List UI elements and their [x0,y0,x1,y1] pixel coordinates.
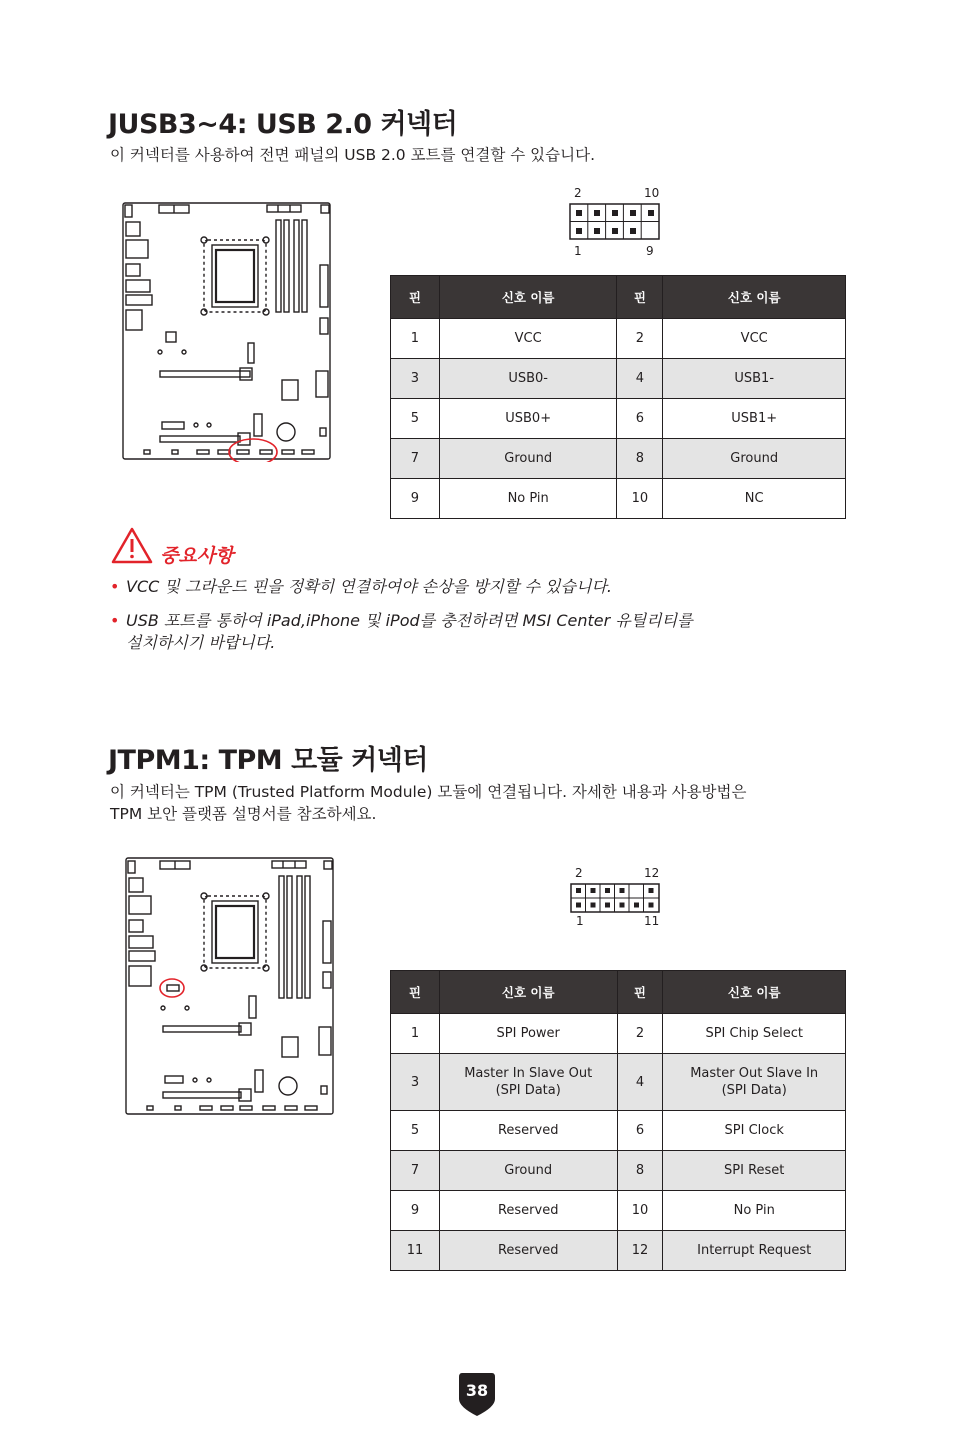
pin-cell: 3 [391,359,440,399]
pin-cell: 7 [391,439,440,479]
pin-cell: 7 [391,1151,440,1191]
header-signal: 신호 이름 [439,276,617,319]
pin-table-jtpm [390,970,846,1271]
pin-label-top-right: 10 [644,186,660,200]
signal-cell: Ground [663,439,846,479]
list-item [110,610,693,632]
pin-cell: 10 [617,1191,663,1231]
important-item: VCC 및 그라운드 핀을 정확히 연결하여야 손상을 방지할 수 있습니다. [126,577,613,596]
pin-cell: 3 [391,1054,440,1111]
pin-cell: 1 [391,1014,440,1054]
bullet-icon: • [110,577,120,596]
table-row [391,1014,846,1054]
signal-cell: No Pin [663,1191,846,1231]
signal-cell: USB0+ [439,399,617,439]
table-row [391,399,846,439]
pin-cell: 11 [391,1231,440,1271]
table-row [391,1231,846,1271]
signal-cell: SPI Power [439,1014,617,1054]
section-title-jusb: JUSB3~4: USB 2.0 커넥터 [108,109,458,140]
table-row [391,1111,846,1151]
section-description-jusb: 이 커넥터를 사용하여 전면 패널의 USB 2.0 포트를 연결할 수 있습니다. [110,146,595,164]
pin-label-top-left: 2 [574,186,582,200]
pin-cell: 1 [391,319,440,359]
pin-cell: 9 [391,479,440,519]
important-item: 설치하시기 바랍니다. [126,633,276,652]
pin-header-jusb [569,203,661,241]
important-title: 중요사항 [160,545,234,567]
important-item: USB 포트를 통하여 iPad,iPhone 및 iPod를 충전하려면 MSI Center 유틸리티를 [126,611,693,630]
pin-label-top-left: 2 [575,866,583,880]
page-number: 38 [465,1381,489,1400]
pin-label-top-right: 12 [644,866,660,880]
pin-label-bottom-right: 11 [644,914,660,928]
signal-cell [663,1054,846,1111]
signal-cell: USB1+ [663,399,846,439]
signal-cell: Reserved [439,1111,617,1151]
pin-cell: 6 [617,1111,663,1151]
table-row [391,319,846,359]
table-row [391,479,846,519]
section-title-jtpm: JTPM1: TPM 모듈 커넥터 [108,745,428,776]
signal-subline: (SPI Data) [495,1083,561,1098]
table-row [391,1151,846,1191]
signal-line: Master Out Slave In [690,1066,819,1081]
pin-cell: 8 [617,1151,663,1191]
signal-cell: Interrupt Request [663,1231,846,1271]
signal-cell: SPI Clock [663,1111,846,1151]
list-item [110,576,612,598]
header-pin: 핀 [617,276,663,319]
signal-cell: SPI Chip Select [663,1014,846,1054]
pin-cell: 4 [617,359,663,399]
motherboard-diagram-jtpm [125,856,337,1118]
motherboard-diagram-jusb [122,200,334,462]
table-row [391,1191,846,1231]
bullet-icon: • [110,611,120,630]
pin-header-jtpm [570,883,661,913]
pin-cell: 9 [391,1191,440,1231]
signal-cell [439,1054,617,1111]
signal-cell: USB1- [663,359,846,399]
signal-line: Master In Slave Out [464,1066,593,1081]
pin-label-bottom-left: 1 [576,914,584,928]
pin-cell: 10 [617,479,663,519]
header-pin: 핀 [617,971,663,1014]
pin-cell: 8 [617,439,663,479]
pin-cell: 12 [617,1231,663,1271]
signal-cell: Ground [439,439,617,479]
pin-cell: 6 [617,399,663,439]
signal-cell: NC [663,479,846,519]
table-row [391,439,846,479]
list-item-continuation [126,632,275,654]
signal-cell: USB0- [439,359,617,399]
pin-cell: 5 [391,1111,440,1151]
signal-cell: No Pin [439,479,617,519]
pin-table-jusb [390,275,846,519]
pin-cell: 2 [617,319,663,359]
header-signal: 신호 이름 [663,971,846,1014]
pin-cell: 4 [617,1054,663,1111]
highlight-jtpm-location [160,979,184,997]
pin-label-bottom-left: 1 [574,244,582,258]
signal-cell: Reserved [439,1191,617,1231]
signal-cell: VCC [663,319,846,359]
section-description-jtpm-line2: TPM 보안 플랫폼 설명서를 참조하세요. [110,805,377,823]
section-description-jtpm-line1: 이 커넥터는 TPM (Trusted Platform Module) 모듈에 연결됩니다. 자세한 내용과 사용방법은 [110,783,747,801]
pin-cell: 2 [617,1014,663,1054]
header-pin: 핀 [391,276,440,319]
signal-subline: (SPI Data) [721,1083,787,1098]
header-pin: 핀 [391,971,440,1014]
pin-label-bottom-right: 9 [646,244,654,258]
table-row [391,359,846,399]
header-signal: 신호 이름 [439,971,617,1014]
header-signal: 신호 이름 [663,276,846,319]
warning-icon [110,526,154,566]
table-row [391,1054,846,1111]
signal-cell: SPI Reset [663,1151,846,1191]
signal-cell: VCC [439,319,617,359]
signal-cell: Reserved [439,1231,617,1271]
pin-cell: 5 [391,399,440,439]
signal-cell: Ground [439,1151,617,1191]
